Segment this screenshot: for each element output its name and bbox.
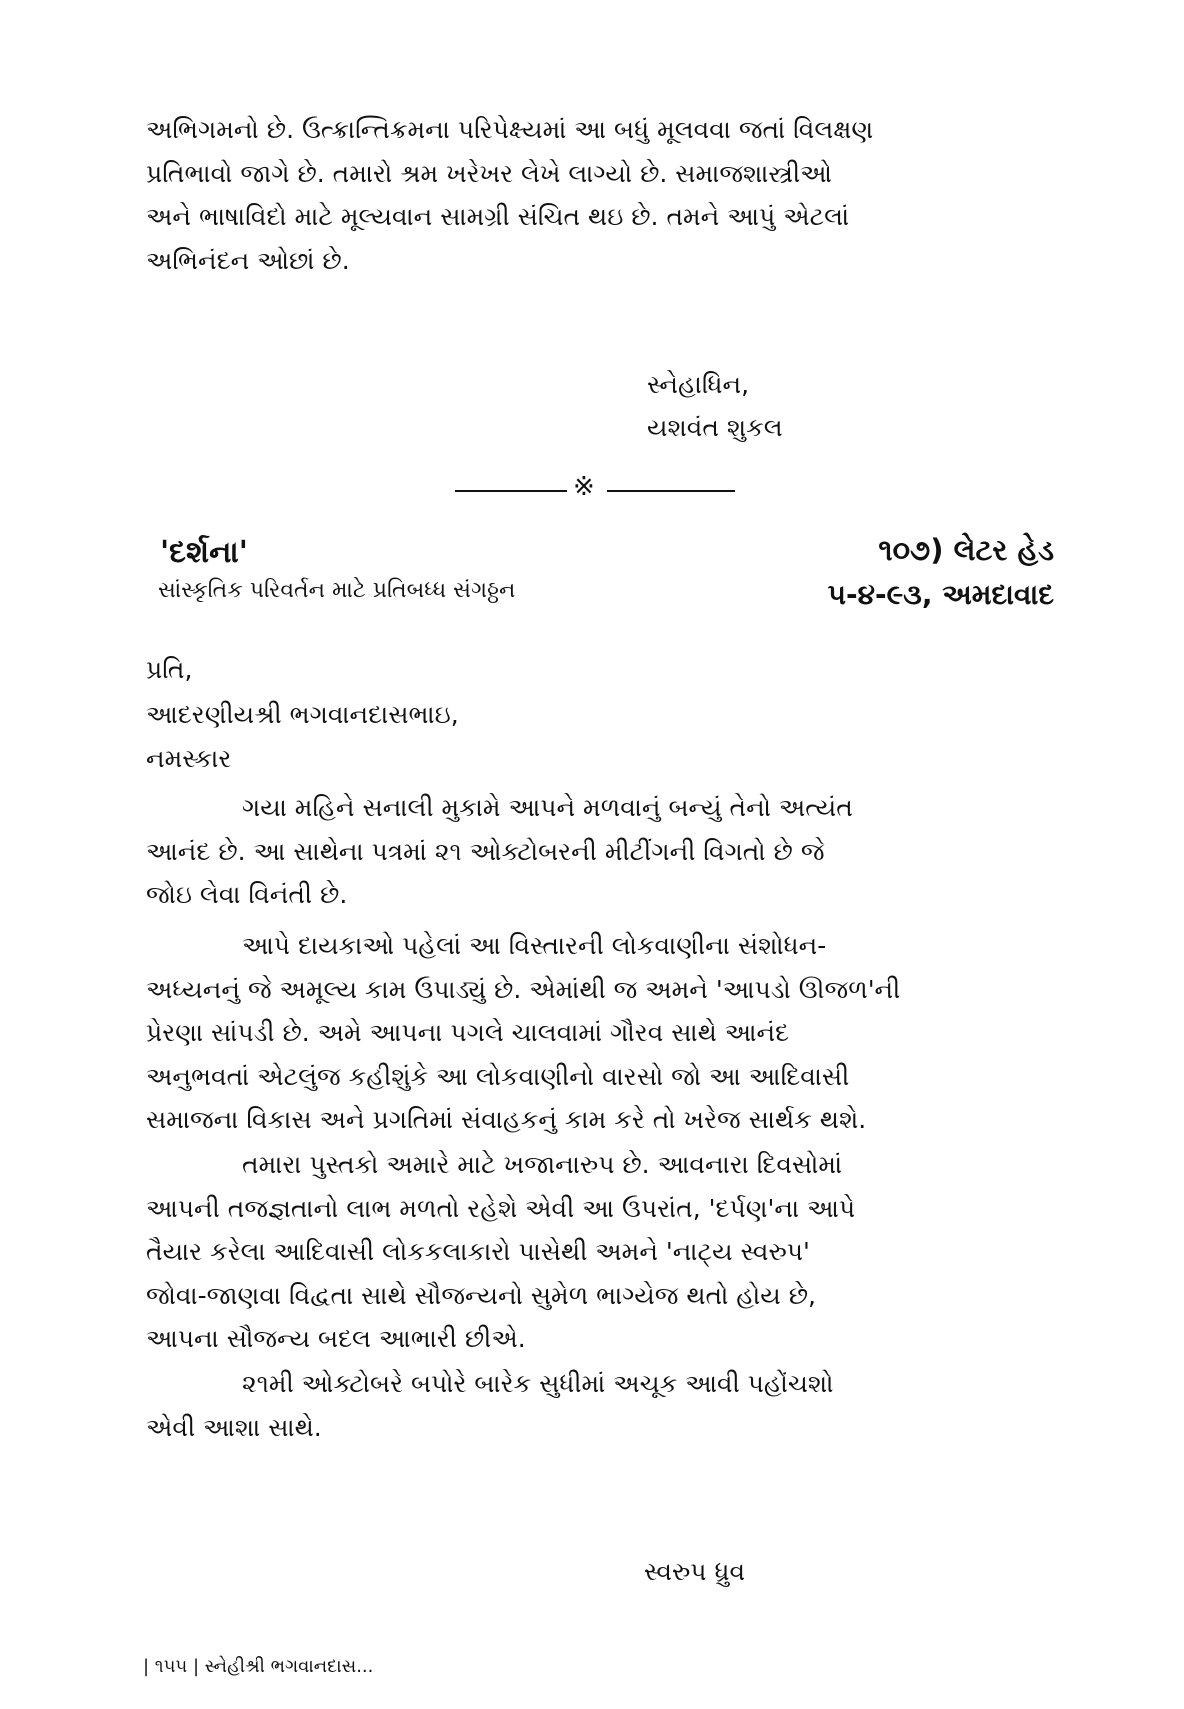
text-line: જોઇ લેવા વિનંતી છે. — [146, 880, 348, 909]
text-line: પ્રતિભાવો જાગે છે. તમારો શ્રમ ખરેખર લેખે લાગ્યો છે. સમાજશાસ્ત્રીઓ — [146, 158, 832, 188]
text-line: અભિનંદન ઓછાં છે. — [146, 245, 350, 275]
text-line: સમાજના વિકાસ અને પ્રગતિમાં સંવાહકનું કામ કરે તો ખરેજ સાર્થક થશે. — [146, 1105, 867, 1134]
intro-paragraph — [146, 108, 1052, 282]
letterhead-number: ૧૦૭) લેટર હેડ — [878, 533, 1054, 567]
organization-name: 'દર્શના' — [160, 535, 248, 570]
text-line: આપની તજજ્ઞતાનો લાભ મળતો રહેશે એવી આ ઉપરાંત, 'દર્પણ'ના આપે — [146, 1193, 856, 1223]
body-paragraph — [146, 1143, 1052, 1361]
body-paragraph — [146, 1362, 1052, 1449]
ornament-icon: ※ — [573, 472, 595, 502]
salutation-prati: પ્રતિ, — [146, 655, 193, 684]
addressee: આદરણીયશ્રી ભગવાનદાસભાઇ, — [146, 700, 459, 729]
second-signature-name: સ્વરુપ ધ્રુવ — [644, 1557, 746, 1586]
text-line: આપે દાયકાઓ પહેલાં આ વિસ્તારની લોકવાણીના સંશોધન- — [242, 931, 827, 960]
divider-line-left — [455, 490, 567, 492]
text-line: ગયા મહિને સનાલી મુકામે આપને મળવાનું બન્યું તેનો અત્યંત — [242, 793, 853, 822]
text-line: તમારા પુસ્તકો અમારે માટે ખજાનારુપ છે. આવનારા દિવસોમાં — [242, 1150, 843, 1179]
first-signature-closing: સ્નેહાધિન, — [647, 370, 750, 399]
text-line: એવી આશા સાથે. — [146, 1412, 322, 1442]
text-line: અને ભાષાવિદો માટે મૂલ્યવાન સામગ્રી સંચિત થઇ છે. તમને આપું એટલાં — [146, 202, 850, 231]
organization-tagline: સાંસ્કૃતિક પરિવર્તન માટે પ્રતિબધ્ધ સંગઠ્ઠન — [158, 578, 516, 603]
divider-line-right — [607, 490, 735, 492]
body-paragraph — [146, 924, 1052, 1142]
first-signature-name: યશવંત શુકલ — [647, 413, 783, 442]
letter-date-place: ૫-૪-૯૩, અમદાવાદ — [827, 578, 1054, 611]
text-line: તૈયાર કરેલા આદિવાસી લોકકલાકારો પાસેથી અમને 'નાટ્ય સ્વરુપ' — [146, 1237, 810, 1266]
text-line: આનંદ છે. આ સાથેના પત્રમાં ૨૧ ઓક્ટોબરની મીટીંગની વિગતો છે જે — [146, 836, 825, 866]
ornamental-divider — [455, 472, 735, 502]
text-line: જોવા-જાણવા વિદ્વતા સાથે સૌજન્યનો સુમેળ ભાગ્યેજ થતો હોય છે, — [146, 1280, 816, 1310]
text-line: અધ્યનનું જે અમૂલ્ય કામ ઉપાડ્યું છે. એમાંથી જ અમને 'આપડો ઊજળ'ની — [146, 974, 901, 1004]
text-line: અભિગમનો છે. ઉત્ક્રાન્તિક્રમના પરિપેક્ષ્યમાં આ બધું મૂલવવા જતાં વિલક્ષણ — [146, 115, 874, 144]
text-line: આપના સૌજન્ય બદલ આભારી છીએ. — [146, 1324, 526, 1353]
text-line: ૨૧મી ઓક્ટોબરે બપોરે બારેક સુધીમાં અચૂક આવી પહોંચશો — [242, 1369, 834, 1398]
text-line: પ્રેરણા સાંપડી છે. અમે આપના પગલે ચાલવામાં ગૌરવ સાથે આનંદ — [146, 1018, 790, 1047]
page-footer: | ૧૫૫ | સ્નેહીશ્રી ભગવાનદાસ... — [143, 1656, 374, 1677]
greeting: નમસ્કાર — [146, 744, 232, 773]
body-paragraph — [146, 786, 1052, 917]
text-line: અનુભવતાં એટલુંજ કહીશુંકે આ લોકવાણીનો વારસો જો આ આદિવાસી — [146, 1061, 850, 1091]
